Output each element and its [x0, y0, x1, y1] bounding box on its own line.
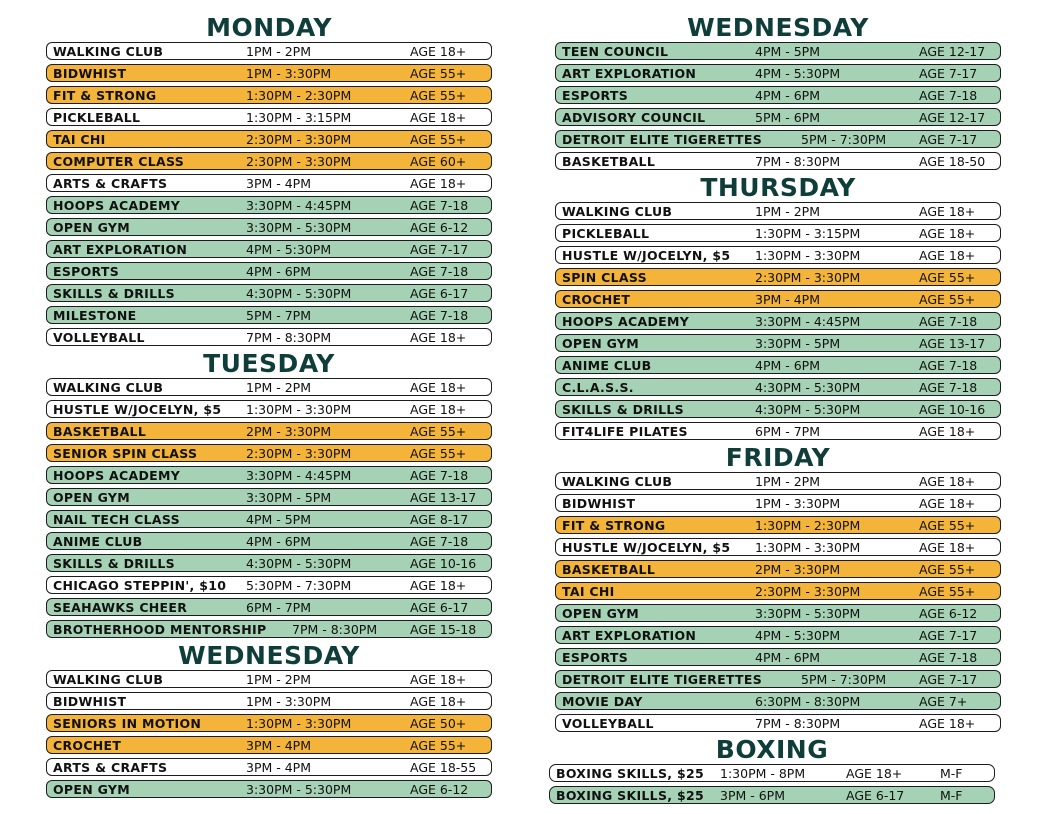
activity-name: OPEN GYM: [53, 219, 131, 235]
schedule-row: [46, 532, 492, 550]
activity-days: M-F: [940, 765, 963, 781]
activity-age: AGE 18+: [410, 329, 467, 345]
activity-time: 6:30PM - 8:30PM: [755, 693, 861, 709]
schedule-row: [555, 422, 1001, 440]
activity-time: 4PM - 5PM: [755, 43, 821, 59]
activity-name: BOXING SKILLS, $25: [556, 765, 704, 781]
activity-name: ESPORTS: [53, 263, 120, 279]
activity-age: AGE 6-12: [410, 219, 469, 235]
activity-age: AGE 18+: [919, 247, 976, 263]
boxing-section: [549, 736, 995, 804]
schedule-row: [46, 240, 492, 258]
schedule-row: [555, 86, 1001, 104]
activity-age: AGE 55+: [410, 131, 467, 147]
activity-time: 4:30PM - 5:30PM: [755, 401, 861, 417]
activity-name: DETROIT ELITE TIGERETTES: [562, 131, 763, 147]
activity-time: 3PM - 4PM: [755, 291, 821, 307]
schedule-row: [555, 494, 1001, 512]
schedule-row: [46, 620, 492, 638]
schedule-row: [555, 538, 1001, 556]
schedule-row: [555, 400, 1001, 418]
activity-age: AGE 18-55: [410, 759, 477, 775]
activity-days: M-F: [940, 787, 963, 803]
schedule-row: [46, 576, 492, 594]
activity-name: WALKING CLUB: [53, 43, 164, 59]
activity-age: AGE 55+: [919, 517, 976, 533]
activity-age: AGE 10-16: [410, 555, 477, 571]
activity-time: 4:30PM - 5:30PM: [246, 285, 352, 301]
right-column: [555, 14, 1001, 808]
activity-time: 7PM - 8:30PM: [246, 329, 332, 345]
activity-time: 1:30PM - 3:15PM: [755, 225, 861, 241]
activity-time: 2:30PM - 3:30PM: [755, 583, 861, 599]
activity-time: 1:30PM - 3:30PM: [755, 247, 861, 263]
activity-time: 5PM - 7:30PM: [801, 131, 887, 147]
schedule-row: [46, 758, 492, 776]
schedule-row: [46, 780, 492, 798]
activity-age: AGE 18+: [410, 693, 467, 709]
activity-time: 1:30PM - 3:15PM: [246, 109, 352, 125]
activity-name: HOOPS ACADEMY: [53, 197, 181, 213]
schedule-row: [555, 268, 1001, 286]
activity-age: AGE 55+: [410, 65, 467, 81]
activity-age: AGE 7-17: [919, 671, 978, 687]
activity-name: BIDWHIST: [53, 65, 127, 81]
activity-name: VOLLEYBALL: [562, 715, 654, 731]
schedule-row: [555, 356, 1001, 374]
activity-age: AGE 60+: [410, 153, 467, 169]
schedule-row: [46, 736, 492, 754]
activity-name: ANIME CLUB: [562, 357, 652, 373]
activity-name: HUSTLE W/JOCELYN, $5: [562, 539, 731, 555]
activity-age: AGE 7-17: [919, 131, 978, 147]
activity-time: 2PM - 3:30PM: [246, 423, 332, 439]
activity-name: WALKING CLUB: [562, 203, 673, 219]
activity-time: 3:30PM - 5PM: [755, 335, 841, 351]
activity-age: AGE 7-18: [919, 649, 978, 665]
activity-age: AGE 8-17: [410, 511, 469, 527]
activity-time: 4PM - 5PM: [246, 511, 312, 527]
activity-name: TAI CHI: [53, 131, 106, 147]
schedule-row: [46, 692, 492, 710]
activity-age: AGE 18-50: [919, 153, 986, 169]
activity-time: 7PM - 8:30PM: [755, 715, 841, 731]
schedule-row: [555, 108, 1001, 126]
activity-time: 4PM - 6PM: [246, 533, 312, 549]
activity-age: AGE 55+: [410, 445, 467, 461]
activity-name: BASKETBALL: [53, 423, 147, 439]
activity-name: WALKING CLUB: [562, 473, 673, 489]
schedule-row: [555, 290, 1001, 308]
schedule-row: [46, 42, 492, 60]
activity-name: OPEN GYM: [53, 489, 131, 505]
schedule-row: [46, 670, 492, 688]
activity-age: AGE 6-17: [410, 599, 469, 615]
schedule-row: [46, 444, 492, 462]
day-heading-wednesday: WEDNESDAY: [687, 13, 869, 42]
activity-age: AGE 6-17: [846, 787, 905, 803]
activity-time: 4PM - 5:30PM: [246, 241, 332, 257]
schedule-row: [555, 582, 1001, 600]
schedule-row: [555, 378, 1001, 396]
activity-time: 2PM - 3:30PM: [755, 561, 841, 577]
activity-time: 1PM - 3:30PM: [246, 65, 332, 81]
schedule-row: [555, 42, 1001, 60]
activity-name: SKILLS & DRILLS: [53, 285, 175, 301]
activity-name: ART EXPLORATION: [562, 65, 697, 81]
schedule-row: [555, 560, 1001, 578]
activity-age: AGE 7-17: [410, 241, 469, 257]
activity-age: AGE 50+: [410, 715, 467, 731]
activity-name: SKILLS & DRILLS: [53, 555, 175, 571]
activity-time: 1:30PM - 3:30PM: [246, 401, 352, 417]
activity-age: AGE 55+: [919, 561, 976, 577]
activity-time: 3PM - 4PM: [246, 175, 312, 191]
day-heading-thursday: THURSDAY: [700, 173, 856, 202]
schedule-row: [555, 152, 1001, 170]
schedule-row: [555, 202, 1001, 220]
schedule-row: [46, 488, 492, 506]
activity-age: AGE 18+: [919, 473, 976, 489]
activity-age: AGE 18+: [410, 577, 467, 593]
activity-age: AGE 7-18: [410, 533, 469, 549]
activity-time: 2:30PM - 3:30PM: [246, 445, 352, 461]
activity-name: COMPUTER CLASS: [53, 153, 185, 169]
activity-name: PICKLEBALL: [562, 225, 650, 241]
activity-time: 5PM - 6PM: [755, 109, 821, 125]
activity-name: SENIORS IN MOTION: [53, 715, 202, 731]
activity-age: AGE 7-18: [410, 197, 469, 213]
schedule-row: [46, 130, 492, 148]
activity-name: HUSTLE W/JOCELYN, $5: [53, 401, 222, 417]
activity-time: 1:30PM - 2:30PM: [755, 517, 861, 533]
schedule-row: [46, 400, 492, 418]
schedule-row: [46, 174, 492, 192]
activity-name: ADVISORY COUNCIL: [562, 109, 706, 125]
schedule-row: [555, 64, 1001, 82]
activity-name: SEAHAWKS CHEER: [53, 599, 188, 615]
activity-time: 3:30PM - 5:30PM: [755, 605, 861, 621]
activity-time: 2:30PM - 3:30PM: [246, 131, 352, 147]
schedule-row: [46, 306, 492, 324]
activity-name: SKILLS & DRILLS: [562, 401, 684, 417]
activity-age: AGE 6-17: [410, 285, 469, 301]
activity-age: AGE 18+: [410, 175, 467, 191]
schedule-row: [46, 262, 492, 280]
activity-name: TEEN COUNCIL: [562, 43, 669, 59]
left-column: [46, 14, 492, 802]
activity-time: 1PM - 3:30PM: [755, 495, 841, 511]
activity-time: 4:30PM - 5:30PM: [755, 379, 861, 395]
activity-time: 1PM - 2PM: [755, 473, 821, 489]
activity-age: AGE 18+: [410, 43, 467, 59]
activity-time: 4PM - 5:30PM: [755, 627, 841, 643]
activity-time: 1PM - 3:30PM: [246, 693, 332, 709]
activity-name: BASKETBALL: [562, 561, 656, 577]
activity-time: 5PM - 7:30PM: [801, 671, 887, 687]
activity-age: AGE 18+: [846, 765, 903, 781]
activity-name: SPIN CLASS: [562, 269, 647, 285]
activity-age: AGE 18+: [919, 715, 976, 731]
activity-age: AGE 7+: [919, 693, 968, 709]
activity-name: ARTS & CRAFTS: [53, 175, 168, 191]
activity-age: AGE 18+: [410, 109, 467, 125]
activity-time: 3:30PM - 4:45PM: [246, 197, 352, 213]
day-heading-boxing: BOXING: [715, 735, 829, 764]
activity-age: AGE 6-12: [410, 781, 469, 797]
activity-time: 1:30PM - 3:30PM: [246, 715, 352, 731]
activity-age: AGE 12-17: [919, 109, 986, 125]
activity-age: AGE 13-17: [410, 489, 477, 505]
day-heading-friday: FRIDAY: [725, 443, 831, 472]
activity-time: 1PM - 2PM: [246, 43, 312, 59]
activity-name: HOOPS ACADEMY: [53, 467, 181, 483]
activity-name: ESPORTS: [562, 87, 629, 103]
activity-age: AGE 55+: [919, 583, 976, 599]
schedule-row: [46, 196, 492, 214]
activity-time: 4PM - 6PM: [755, 87, 821, 103]
activity-name: MOVIE DAY: [562, 693, 643, 709]
activity-age: AGE 55+: [919, 269, 976, 285]
schedule-row: [46, 152, 492, 170]
activity-time: 1PM - 2PM: [246, 671, 312, 687]
activity-name: ART EXPLORATION: [562, 627, 697, 643]
activity-time: 1PM - 2PM: [246, 379, 312, 395]
activity-age: AGE 7-18: [919, 87, 978, 103]
activity-name: ART EXPLORATION: [53, 241, 188, 257]
activity-age: AGE 7-18: [410, 263, 469, 279]
activity-age: AGE 7-18: [919, 357, 978, 373]
schedule-row: [46, 466, 492, 484]
activity-time: 3:30PM - 5:30PM: [246, 781, 352, 797]
activity-age: AGE 18+: [410, 671, 467, 687]
schedule-row: [555, 224, 1001, 242]
activity-time: 5PM - 7PM: [246, 307, 312, 323]
schedule-row: [555, 670, 1001, 688]
activity-time: 3PM - 6PM: [720, 787, 786, 803]
activity-age: AGE 7-17: [919, 627, 978, 643]
activity-age: AGE 10-16: [919, 401, 986, 417]
schedule-row: [555, 246, 1001, 264]
activity-name: HOOPS ACADEMY: [562, 313, 690, 329]
activity-time: 2:30PM - 3:30PM: [246, 153, 352, 169]
activity-age: AGE 7-18: [410, 307, 469, 323]
activity-name: BROTHERHOOD MENTORSHIP: [53, 621, 267, 637]
schedule-row: [555, 516, 1001, 534]
activity-time: 6PM - 7PM: [246, 599, 312, 615]
activity-time: 6PM - 7PM: [755, 423, 821, 439]
boxing-row: [549, 786, 995, 804]
activity-time: 3PM - 4PM: [246, 759, 312, 775]
schedule-row: [555, 626, 1001, 644]
schedule-row: [46, 554, 492, 572]
activity-age: AGE 6-12: [919, 605, 978, 621]
activity-name: MILESTONE: [53, 307, 137, 323]
schedule-row: [555, 692, 1001, 710]
schedule-row: [46, 422, 492, 440]
activity-time: 3:30PM - 4:45PM: [246, 467, 352, 483]
activity-time: 4PM - 6PM: [755, 649, 821, 665]
activity-time: 2:30PM - 3:30PM: [755, 269, 861, 285]
activity-name: OPEN GYM: [562, 605, 640, 621]
day-heading-wednesday: WEDNESDAY: [178, 641, 360, 670]
schedule-row: [46, 108, 492, 126]
activity-name: SENIOR SPIN CLASS: [53, 445, 198, 461]
schedule-row: [555, 130, 1001, 148]
activity-age: AGE 7-17: [919, 65, 978, 81]
schedule-row: [555, 604, 1001, 622]
activity-name: TAI CHI: [562, 583, 615, 599]
activity-name: BOXING SKILLS, $25: [556, 787, 704, 803]
schedule-row: [46, 378, 492, 396]
activity-age: AGE 18+: [919, 539, 976, 555]
schedule-row: [46, 86, 492, 104]
schedule-row: [555, 334, 1001, 352]
schedule-row: [46, 598, 492, 616]
activity-time: 5:30PM - 7:30PM: [246, 577, 352, 593]
activity-age: AGE 55+: [919, 291, 976, 307]
activity-time: 3:30PM - 4:45PM: [755, 313, 861, 329]
activity-time: 7PM - 8:30PM: [755, 153, 841, 169]
activity-name: ESPORTS: [562, 649, 629, 665]
activity-age: AGE 55+: [410, 87, 467, 103]
activity-age: AGE 15-18: [410, 621, 477, 637]
activity-name: ARTS & CRAFTS: [53, 759, 168, 775]
activity-age: AGE 55+: [410, 737, 467, 753]
activity-time: 3:30PM - 5:30PM: [246, 219, 352, 235]
activity-time: 4PM - 5:30PM: [755, 65, 841, 81]
activity-age: AGE 18+: [919, 225, 976, 241]
day-heading-tuesday: TUESDAY: [203, 349, 335, 378]
activity-age: AGE 18+: [919, 423, 976, 439]
activity-name: HUSTLE W/JOCELYN, $5: [562, 247, 731, 263]
activity-name: C.L.A.S.S.: [562, 379, 634, 395]
activity-age: AGE 18+: [410, 379, 467, 395]
activity-age: AGE 7-18: [410, 467, 469, 483]
activity-name: BASKETBALL: [562, 153, 656, 169]
activity-name: FIT & STRONG: [562, 517, 666, 533]
activity-age: AGE 13-17: [919, 335, 986, 351]
schedule-row: [46, 218, 492, 236]
boxing-row: [549, 764, 995, 782]
activity-name: NAIL TECH CLASS: [53, 511, 180, 527]
activity-name: CROCHET: [53, 737, 122, 753]
schedule-row: [46, 64, 492, 82]
activity-time: 4PM - 6PM: [246, 263, 312, 279]
activity-name: BIDWHIST: [53, 693, 127, 709]
schedule-row: [46, 328, 492, 346]
schedule-row: [46, 714, 492, 732]
activity-time: 7PM - 8:30PM: [292, 621, 378, 637]
activity-time: 3:30PM - 5PM: [246, 489, 332, 505]
activity-time: 1:30PM - 2:30PM: [246, 87, 352, 103]
activity-name: OPEN GYM: [53, 781, 131, 797]
schedule-row: [555, 472, 1001, 490]
activity-name: WALKING CLUB: [53, 379, 164, 395]
activity-age: AGE 18+: [410, 401, 467, 417]
activity-time: 1PM - 2PM: [755, 203, 821, 219]
activity-time: 4:30PM - 5:30PM: [246, 555, 352, 571]
schedule-row: [555, 714, 1001, 732]
schedule-row: [46, 284, 492, 302]
schedule-row: [46, 510, 492, 528]
activity-name: CROCHET: [562, 291, 631, 307]
activity-name: VOLLEYBALL: [53, 329, 145, 345]
activity-name: WALKING CLUB: [53, 671, 164, 687]
activity-time: 4PM - 6PM: [755, 357, 821, 373]
activity-time: 1:30PM - 3:30PM: [755, 539, 861, 555]
activity-age: AGE 7-18: [919, 313, 978, 329]
schedule-row: [555, 312, 1001, 330]
activity-name: CHICAGO STEPPIN', $10: [53, 577, 227, 593]
activity-name: ANIME CLUB: [53, 533, 143, 549]
activity-name: DETROIT ELITE TIGERETTES: [562, 671, 763, 687]
activity-age: AGE 18+: [919, 495, 976, 511]
activity-age: AGE 12-17: [919, 43, 986, 59]
activity-age: AGE 7-18: [919, 379, 978, 395]
activity-age: AGE 55+: [410, 423, 467, 439]
activity-age: AGE 18+: [919, 203, 976, 219]
day-heading-monday: MONDAY: [206, 13, 332, 42]
schedule-row: [555, 648, 1001, 666]
activity-name: BIDWHIST: [562, 495, 636, 511]
activity-name: FIT4LIFE PILATES: [562, 423, 688, 439]
activity-time: 3PM - 4PM: [246, 737, 312, 753]
activity-name: FIT & STRONG: [53, 87, 157, 103]
activity-name: OPEN GYM: [562, 335, 640, 351]
activity-time: 1:30PM - 8PM: [720, 765, 806, 781]
activity-name: PICKLEBALL: [53, 109, 141, 125]
